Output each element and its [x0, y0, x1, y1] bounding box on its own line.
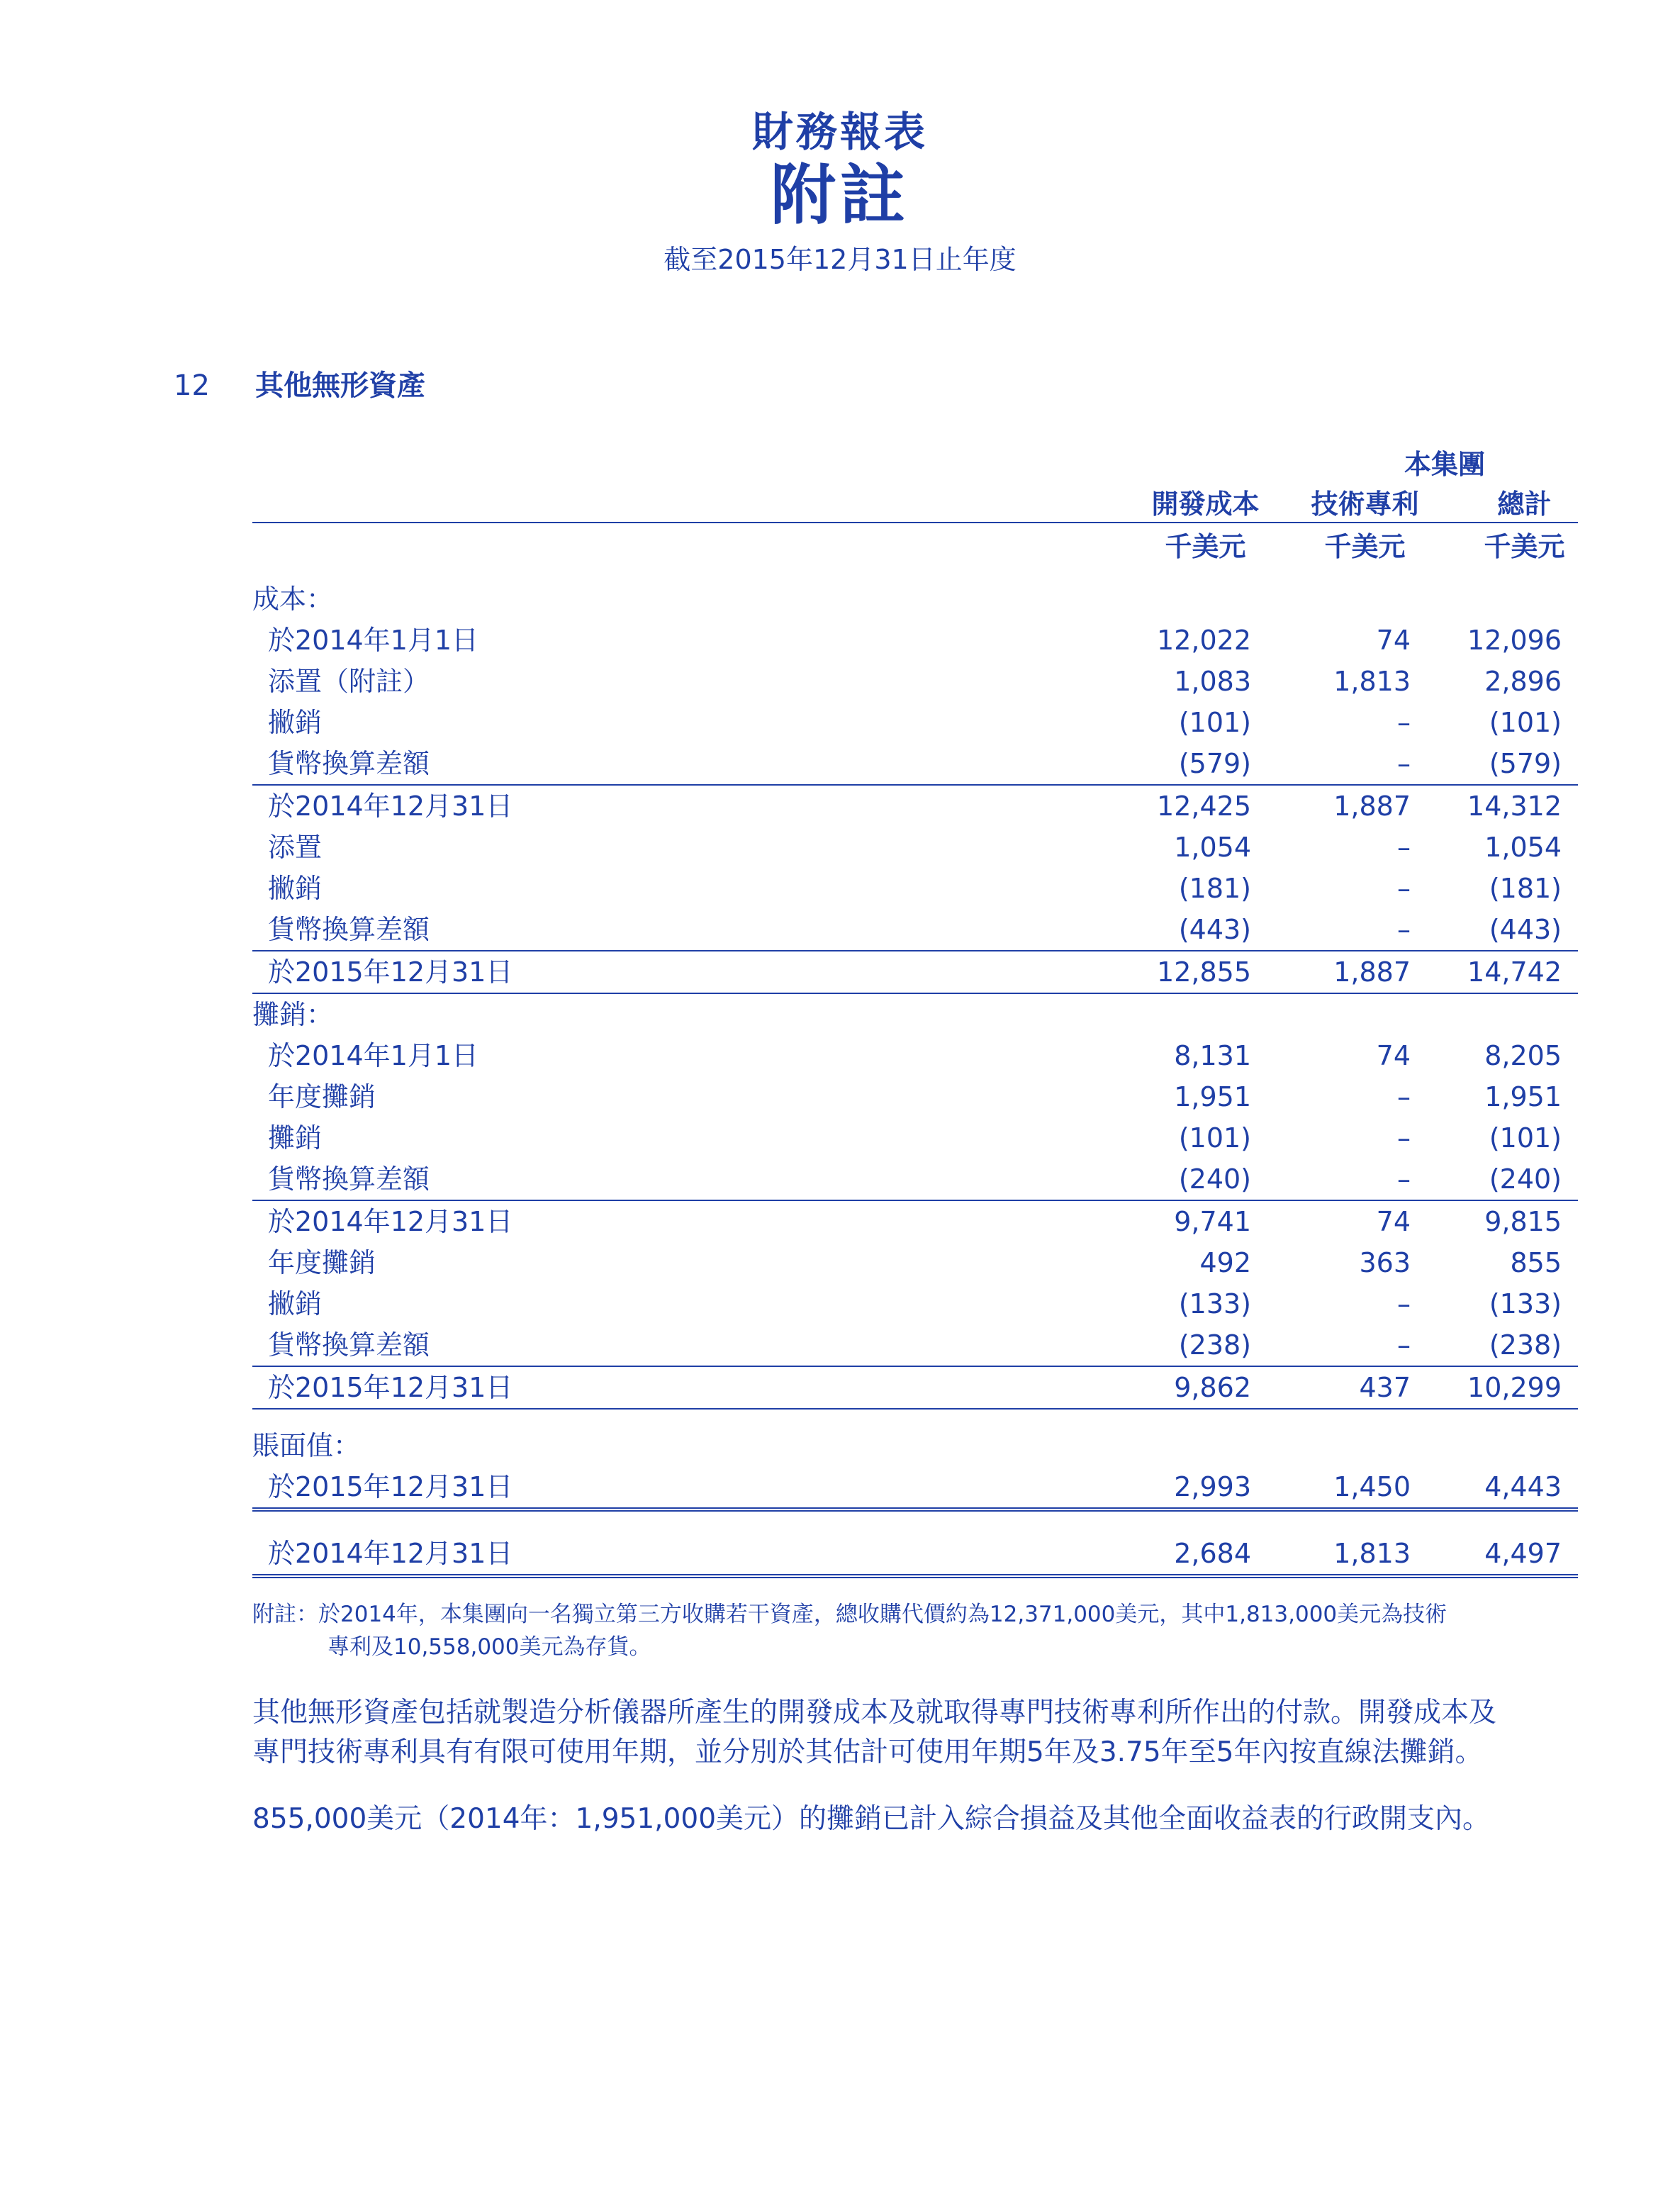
table-row-total — [252, 1466, 1578, 1512]
row-label: 貨幣換算差額 — [268, 914, 430, 945]
cell-value: 1,951 — [1174, 1081, 1251, 1112]
column-header-development-cost: 開發成本 — [1151, 489, 1260, 520]
cell-value: 855 — [1510, 1247, 1562, 1278]
spacer — [252, 1410, 1578, 1425]
row-label: 成本： — [252, 584, 334, 615]
table-row-total — [252, 1367, 1578, 1410]
cell-value: 8,205 — [1484, 1040, 1562, 1071]
cell-value: (443) — [1489, 914, 1562, 945]
row-label: 貨幣換算差額 — [268, 1163, 430, 1195]
paragraph-line: 其他無形資產包括就製造分析儀器所產生的開發成本及就取得專門技術專利所作出的付款。開發成本及 — [252, 1697, 1497, 1729]
report-title: 財務報表 — [751, 108, 928, 156]
table-row — [252, 1283, 1578, 1324]
cell-value: (181) — [1489, 873, 1562, 904]
cell-value: 74 — [1376, 1206, 1411, 1237]
cell-value: 1,054 — [1484, 832, 1562, 863]
table-row — [252, 1425, 1578, 1466]
spacer — [252, 1512, 1578, 1533]
cell-value: 9,862 — [1174, 1372, 1251, 1403]
cell-value: 14,742 — [1467, 956, 1562, 988]
cell-value: (101) — [1178, 707, 1251, 738]
cell-value: (579) — [1489, 748, 1562, 779]
table-body — [252, 579, 1578, 1578]
cell-value: 2,684 — [1174, 1538, 1251, 1569]
table-row-subtotal — [252, 786, 1578, 827]
cell-value: – — [1397, 1081, 1411, 1112]
cell-value: 1,887 — [1333, 956, 1411, 988]
row-label: 於2014年12月31日 — [268, 791, 513, 822]
unit-headers — [252, 525, 1578, 564]
table-row — [252, 661, 1578, 702]
cell-value: 1,813 — [1333, 1538, 1411, 1569]
cell-value: (133) — [1489, 1288, 1562, 1319]
cell-value: 12,425 — [1157, 791, 1251, 822]
table-row — [252, 1159, 1578, 1201]
table-row — [252, 1076, 1578, 1117]
cell-value: 437 — [1359, 1372, 1411, 1403]
table-row — [252, 994, 1578, 1035]
row-label: 於2015年12月31日 — [268, 1471, 513, 1502]
row-label: 年度攤銷 — [268, 1081, 376, 1112]
section-number: 12 — [174, 369, 210, 402]
footnote-line: 附註：於2014年，本集團向一名獨立第三方收購若干資產，總收購代價約為12,371,000美元，其中1,813,000美元為技術 — [252, 1602, 1447, 1627]
cell-value: 1,450 — [1333, 1471, 1411, 1502]
unit-label: 千美元 — [1324, 531, 1406, 562]
group-header: 本集團 — [1404, 449, 1485, 480]
cell-value: 12,022 — [1157, 625, 1251, 656]
cell-value: 363 — [1359, 1247, 1411, 1278]
row-label: 於2015年12月31日 — [268, 956, 513, 988]
table-row — [252, 909, 1578, 951]
cell-value: 1,951 — [1484, 1081, 1562, 1112]
cell-value: – — [1397, 1163, 1411, 1195]
row-label: 添置 — [268, 832, 323, 863]
notes-title: 附註 — [770, 157, 909, 233]
cell-value: 14,312 — [1467, 791, 1562, 822]
cell-value: 4,497 — [1484, 1538, 1562, 1569]
cell-value: 9,815 — [1484, 1206, 1562, 1237]
row-label: 賬面值： — [252, 1430, 361, 1461]
cell-value: 12,096 — [1467, 625, 1562, 656]
column-headers — [252, 482, 1578, 522]
row-label: 於2014年1月1日 — [268, 1040, 479, 1071]
row-label: 年度攤銷 — [268, 1247, 376, 1278]
table-row — [252, 743, 1578, 786]
table-row-subtotal — [252, 1201, 1578, 1242]
cell-value: (101) — [1489, 707, 1562, 738]
row-label: 於2015年12月31日 — [268, 1372, 513, 1403]
row-label: 於2014年12月31日 — [268, 1538, 513, 1569]
cell-value: – — [1397, 707, 1411, 738]
column-header-total: 總計 — [1497, 489, 1552, 520]
cell-value: – — [1397, 748, 1411, 779]
row-label: 攤銷 — [268, 1122, 323, 1154]
amortisation-paragraph — [252, 1799, 1585, 1839]
table-row — [252, 579, 1578, 620]
cell-value: – — [1397, 914, 1411, 945]
table-row — [252, 1324, 1578, 1367]
cell-value: 8,131 — [1174, 1040, 1251, 1071]
cell-value: 12,855 — [1157, 956, 1251, 988]
table-row — [252, 1035, 1578, 1076]
row-label: 於2014年12月31日 — [268, 1206, 513, 1237]
cell-value: (238) — [1489, 1329, 1562, 1361]
unit-label: 千美元 — [1484, 531, 1565, 562]
cell-value: – — [1397, 832, 1411, 863]
section-heading — [174, 363, 425, 403]
cell-value: (240) — [1178, 1163, 1251, 1195]
footnote-line: 專利及10,558,000美元為存貨。 — [327, 1634, 651, 1660]
cell-value: 2,993 — [1174, 1471, 1251, 1502]
section-title: 其他無形資產 — [255, 369, 425, 402]
table-row-total — [252, 1533, 1578, 1578]
cell-value: (133) — [1178, 1288, 1251, 1319]
cell-value: 1,083 — [1174, 666, 1251, 697]
row-label: 撇銷 — [268, 1288, 323, 1319]
cell-value: 9,741 — [1174, 1206, 1251, 1237]
row-label: 於2014年1月1日 — [268, 625, 479, 656]
cell-value: – — [1397, 873, 1411, 904]
table-row — [252, 620, 1578, 661]
cell-value: – — [1397, 1122, 1411, 1154]
row-label: 貨幣換算差額 — [268, 748, 430, 779]
cell-value: (579) — [1178, 748, 1251, 779]
row-label: 撇銷 — [268, 707, 323, 738]
row-label: 貨幣換算差額 — [268, 1329, 430, 1361]
paragraph-line: 855,000美元（2014年：1,951,000美元）的攤銷已計入綜合損益及其他全面收益表的行政開支內。 — [252, 1803, 1491, 1835]
header-divider — [252, 522, 1578, 523]
table-row-total — [252, 951, 1578, 994]
cell-value: 74 — [1376, 1040, 1411, 1071]
table-row — [252, 868, 1578, 909]
paragraph-line: 專門技術專利具有有限可使用年期，並分別於其估計可使用年期5年及3.75年至5年內按直線法攤銷。 — [252, 1736, 1483, 1768]
cell-value: (101) — [1178, 1122, 1251, 1154]
cell-value: (240) — [1489, 1163, 1562, 1195]
description-paragraph — [252, 1693, 1585, 1773]
period-subtitle: 截至2015年12月31日止年度 — [663, 244, 1017, 275]
cell-value: 2,896 — [1484, 666, 1562, 697]
table-row — [252, 1242, 1578, 1283]
cell-value: 1,054 — [1174, 832, 1251, 863]
row-label: 添置（附註） — [268, 666, 430, 697]
cell-value: – — [1397, 1329, 1411, 1361]
cell-value: (181) — [1178, 873, 1251, 904]
page-header — [0, 106, 1680, 279]
table-row — [252, 827, 1578, 868]
cell-value: – — [1397, 1288, 1411, 1319]
column-header-patents: 技術專利 — [1311, 489, 1419, 520]
table-row — [252, 1117, 1578, 1159]
row-label: 撇銷 — [268, 873, 323, 904]
cell-value: 1,887 — [1333, 791, 1411, 822]
row-label: 攤銷： — [252, 999, 334, 1030]
cell-value: 4,443 — [1484, 1471, 1562, 1502]
cell-value: (443) — [1178, 914, 1251, 945]
cell-value: (238) — [1178, 1329, 1251, 1361]
unit-label: 千美元 — [1165, 531, 1246, 562]
cell-value: 1,813 — [1333, 666, 1411, 697]
cell-value: (101) — [1489, 1122, 1562, 1154]
cell-value: 74 — [1376, 625, 1411, 656]
cell-value: 10,299 — [1467, 1372, 1562, 1403]
table-footnote — [252, 1598, 1585, 1663]
cell-value: 492 — [1199, 1247, 1251, 1278]
table-row — [252, 702, 1578, 743]
